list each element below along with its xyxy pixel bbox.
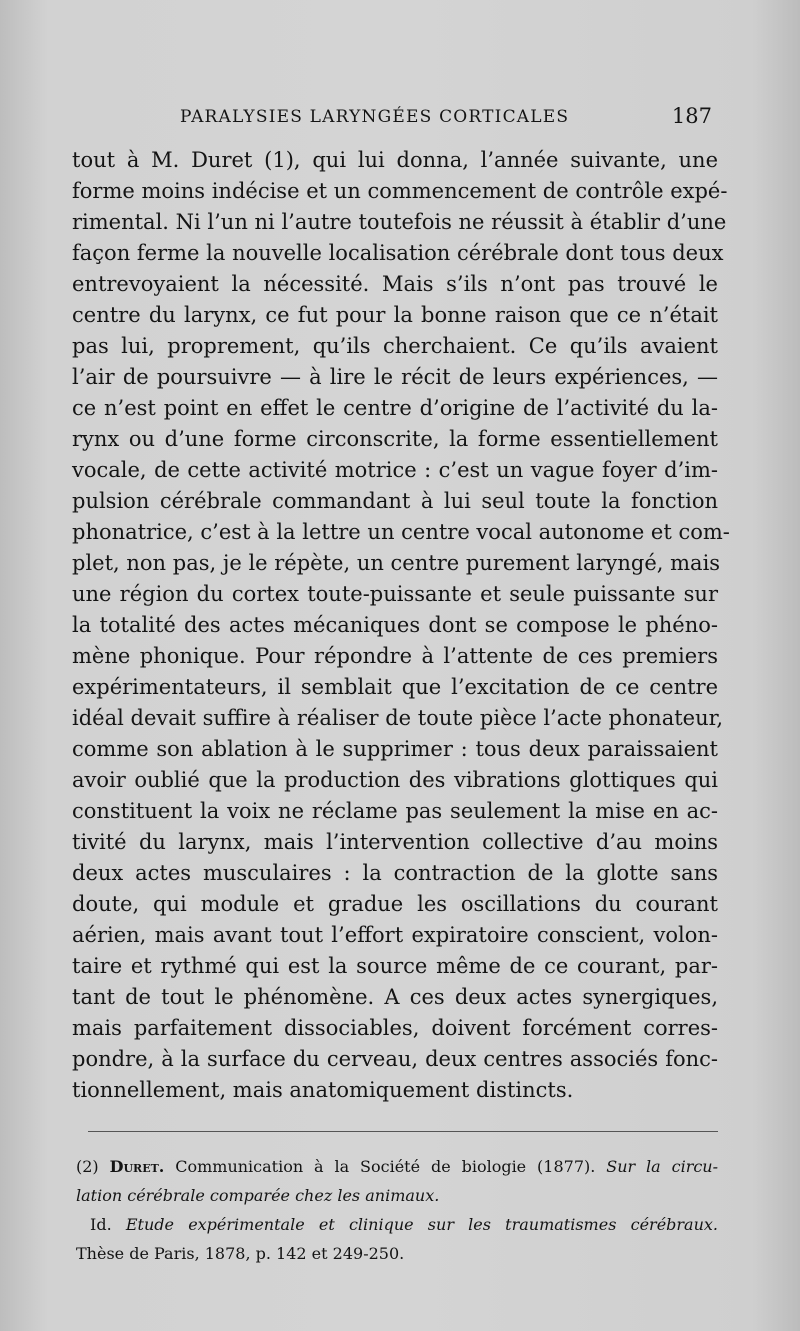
text-line: centre du larynx, ce fut pour la bonne raison que ce n’était [72,303,718,327]
text-line: phonatrice, c’est à la lettre un centre vocal autonome et com- [72,520,730,544]
footnote-title: lation cérébrale comparée chez les animaux. [76,1186,440,1205]
footnote-title: Etude expérimentale et clinique sur les traumatismes cérébraux. [125,1215,718,1234]
body-text [72,145,730,1106]
footnote-text: Communication à la Société de biologie (1877). [164,1157,607,1176]
text-line: la totalité des actes mécaniques dont se compose le phéno- [72,613,718,637]
text-line: l’air de poursuivre — à lire le récit de leurs expériences, — [72,365,718,389]
footnote-author: Duret. [109,1157,165,1176]
text-line: rimental. Ni l’un ni l’autre toutefois ne réussit à établir d’une [72,210,727,234]
text-line: entrevoyaient la nécessité. Mais s’ils n’ont pas trouvé le [72,272,718,296]
text-line: constituent la voix ne réclame pas seulement la mise en ac- [72,799,718,823]
text-line: comme son ablation à le supprimer : tous deux paraissaient [72,737,718,761]
text-line: tionnellement, mais anatomiquement distincts. [72,1078,574,1102]
text-line: plet, non pas, je le répète, un centre purement laryngé, mais [72,551,721,575]
footnote-text: Thèse de Paris, 1878, p. 142 et 249-250. [76,1244,405,1263]
page-header [180,104,712,132]
text-line: deux actes musculaires : la contraction de la glotte sans [72,861,718,885]
text-line: idéal devait suffire à réaliser de toute pièce l’acte phonateur, [72,706,724,730]
text-line: pas lui, proprement, qu’ils cherchaient. Ce qu’ils avaient [72,334,718,358]
text-line: vocale, de cette activité motrice : c’est un vague foyer d’im- [72,458,718,482]
page-number: 187 [671,104,712,128]
footnote-line [76,1239,718,1268]
footnote-prefix: Id. [90,1215,126,1234]
text-line: forme moins indécise et un commencement de contrôle expé- [72,179,728,203]
text-line: tant de tout le phénomène. A ces deux actes synergiques, [72,985,718,1009]
running-title: PARALYSIES LARYNGÉES CORTICALES [180,107,570,127]
text-line: mène phonique. Pour répondre à l’attente de ces premiers [72,644,718,668]
text-line: avoir oublié que la production des vibrations glottiques qui [72,768,718,792]
footnotes [76,1152,718,1268]
text-line: pulsion cérébrale commandant à lui seul toute la fonction [72,489,718,513]
text-line: expérimentateurs, il semblait que l’excitation de ce centre [72,675,718,699]
text-line: aérien, mais avant tout l’effort expiratoire conscient, volon- [72,923,718,947]
footnote-rule [88,1131,718,1132]
text-line: façon ferme la nouvelle localisation cérébrale dont tous deux [72,241,724,265]
text-line: doute, qui module et gradue les oscillations du courant [72,892,718,916]
text-line: tout à M. Duret (1), qui lui donna, l’année suivante, une [72,148,718,172]
text-line: ce n’est point en effet le centre d’origine de l’activité du la- [72,396,718,420]
text-line: une région du cortex toute-puissante et seule puissante sur [72,582,718,606]
footnote-line [76,1181,718,1210]
footnote-line [76,1152,718,1181]
footnote-title: Sur la circu- [606,1157,719,1176]
text-line: rynx ou d’une forme circonscrite, la forme essentiellement [72,427,718,451]
text-line: pondre, à la surface du cerveau, deux centres associés fonc- [72,1047,718,1071]
footnote-mark: (2) [76,1157,99,1176]
text-line: taire et rythmé qui est la source même de ce courant, par- [72,954,718,978]
text-line: tivité du larynx, mais l’intervention collective d’au moins [72,830,718,854]
footnote-line [76,1210,718,1239]
text-line: mais parfaitement dissociables, doivent forcément corres- [72,1016,718,1040]
